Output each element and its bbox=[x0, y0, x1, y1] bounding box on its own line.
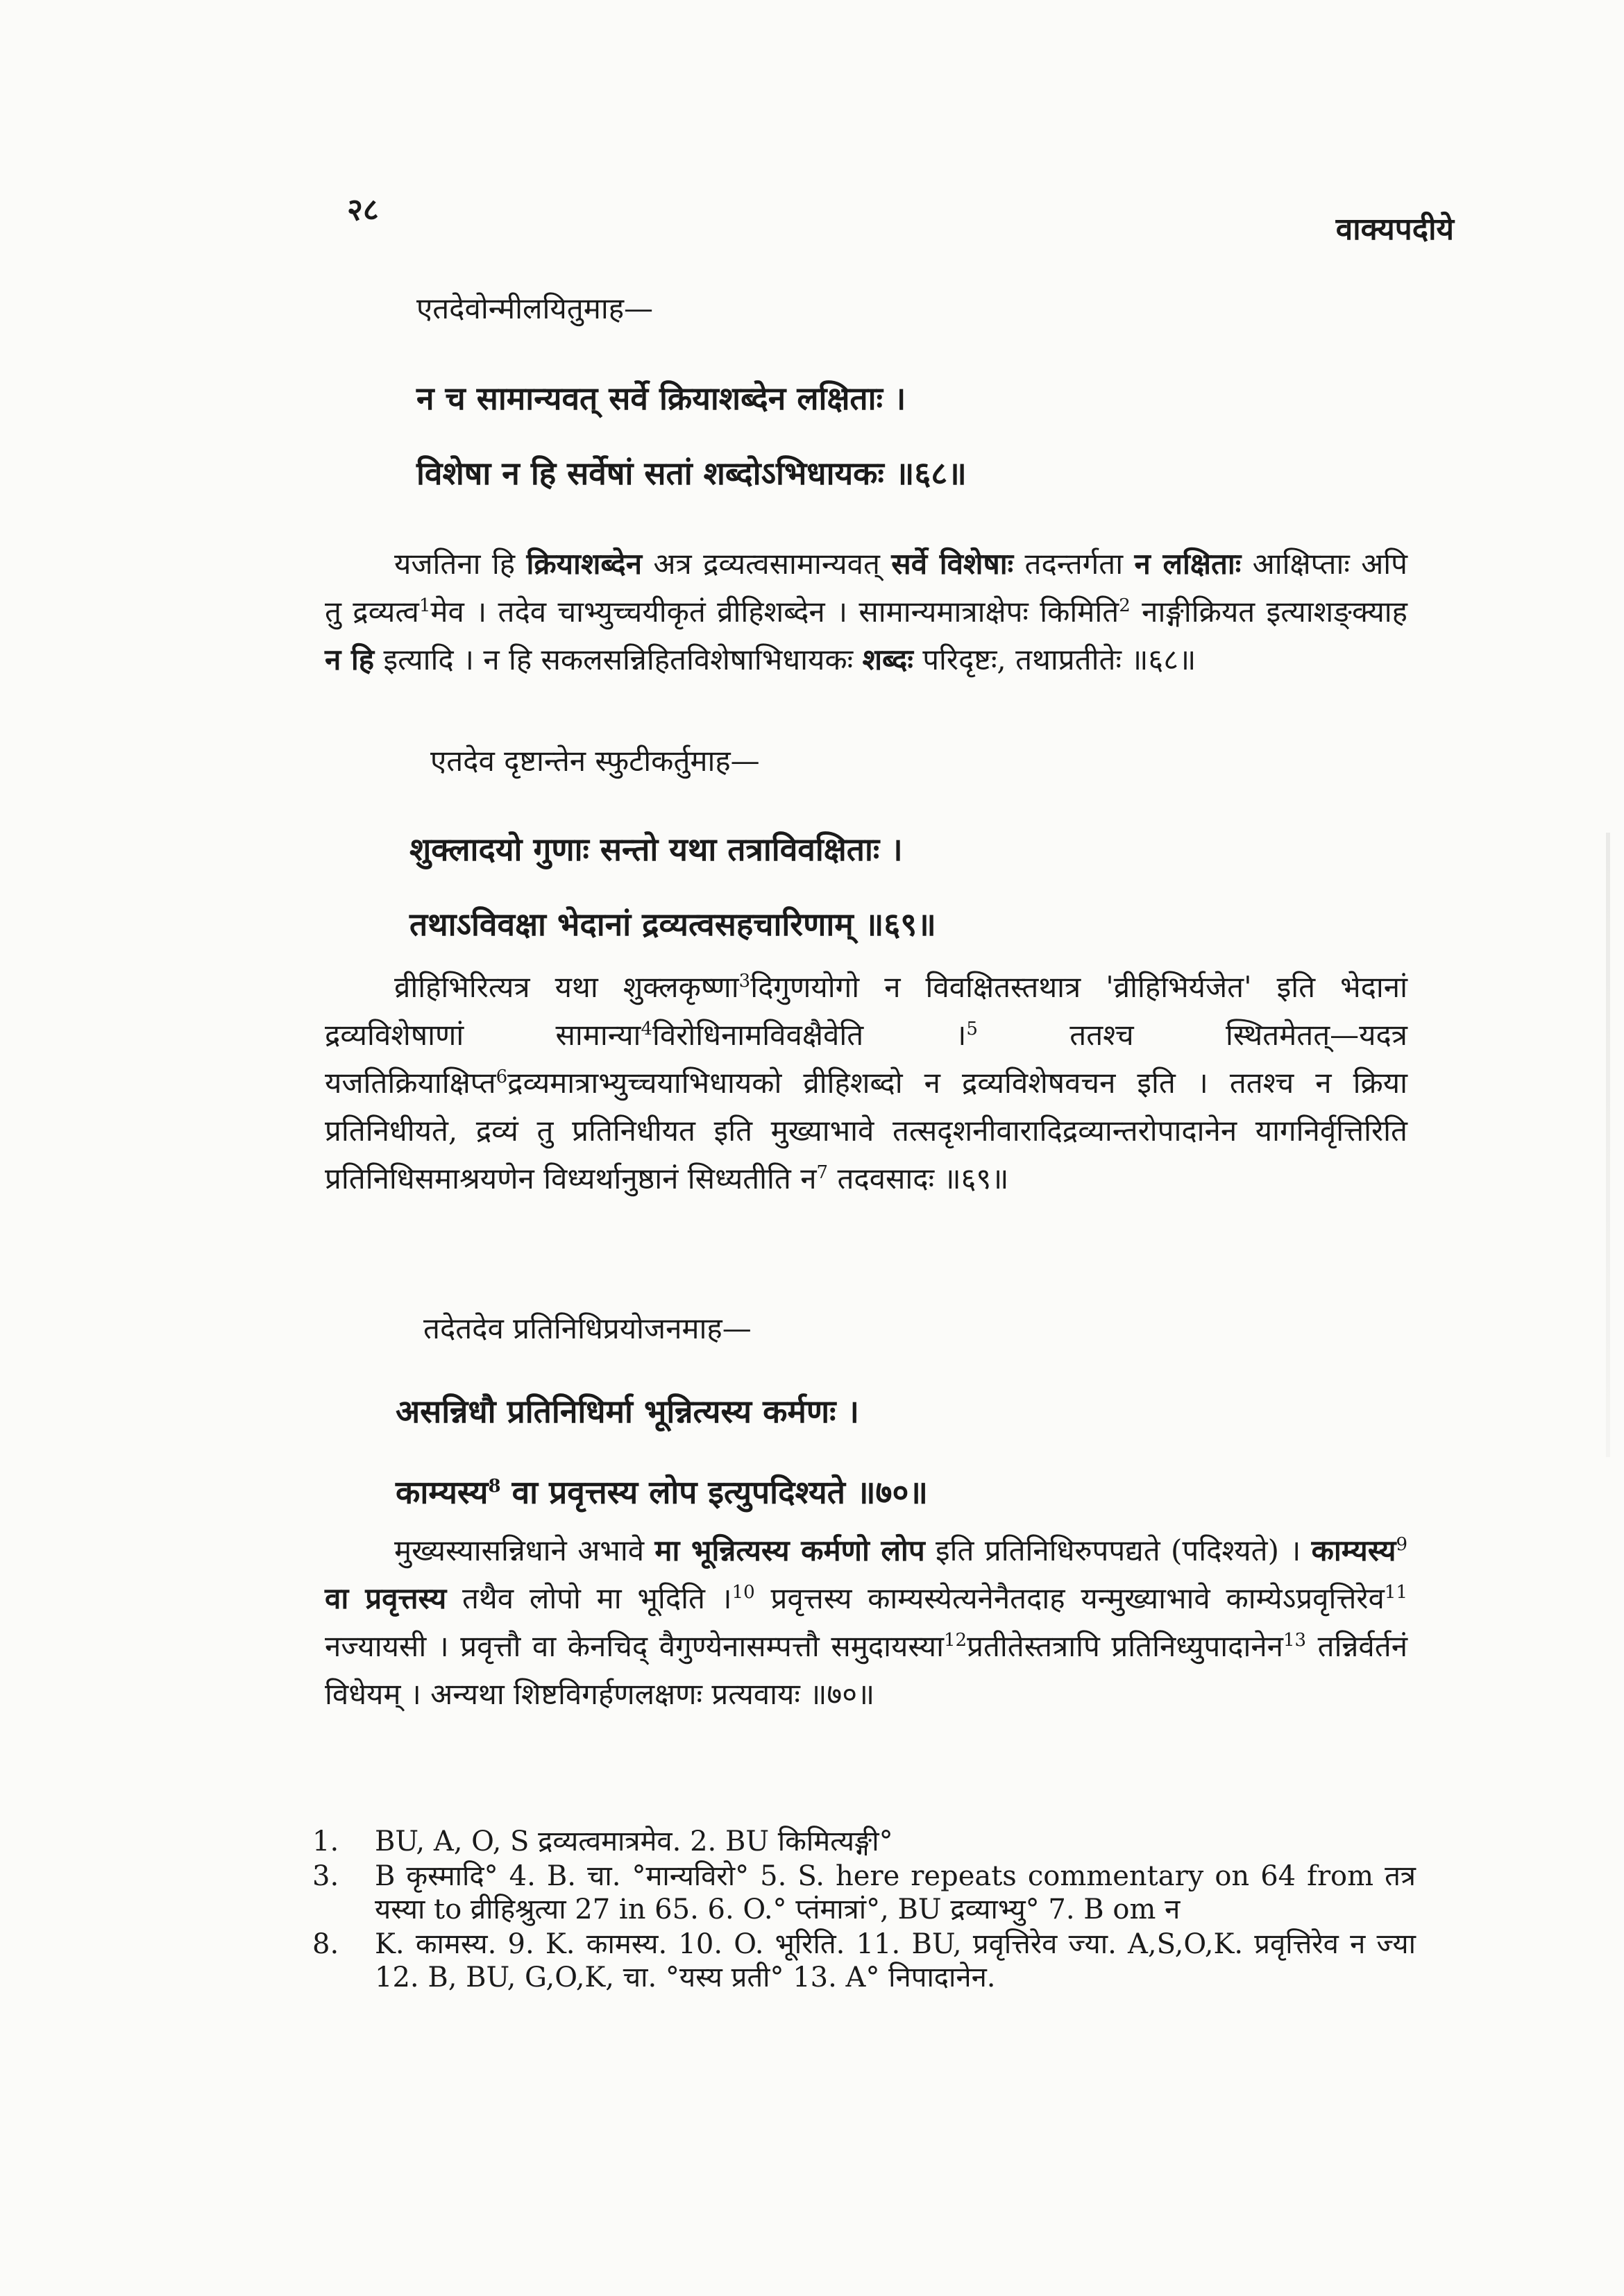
verse-68 bbox=[416, 361, 1499, 511]
verse-70-line-1: असन्निधौ प्रतिनिधिर्मा भून्नित्यस्य कर्मणः । bbox=[396, 1393, 859, 1430]
footnote-ref-6: 6 bbox=[496, 1066, 508, 1087]
footnote-ref-12: 12 bbox=[943, 1630, 967, 1651]
commentary-70-bold-2: काम्यस्य bbox=[1311, 1533, 1396, 1567]
footnote-text: K. कामस्य. 9. K. कामस्य. 10. O. भूरिति. 11. BU, प्रवृत्तिरेव ज्या. A,S,O,K. प्रवृत्तिरेव न ज्या 12. B, BU, G,O,K, चा. °यस्य प्रती° 13. A° निपादानेन. bbox=[375, 1928, 1416, 1993]
commentary-68-bold-2: सर्वे विशेषाः bbox=[891, 547, 1014, 581]
verse-70 bbox=[396, 1374, 1478, 1529]
footnote-ref-9: 9 bbox=[1396, 1534, 1407, 1555]
commentary-70-bold-3: वा प्रवृत्तस्य bbox=[325, 1581, 447, 1615]
footnote-row bbox=[312, 1860, 1416, 1926]
footnote-ref-10: 10 bbox=[731, 1582, 755, 1603]
intro-line-2: एतदेव दृष्टान्तेन स्फुटीकर्तुमाह— bbox=[430, 744, 760, 778]
footnote-ref-3: 3 bbox=[738, 971, 751, 992]
verse-69-line-1: शुक्लादयो गुणाः सन्तो यथा तत्राविवक्षिताः । bbox=[409, 831, 903, 868]
footnote-number: 3. bbox=[312, 1860, 339, 1892]
footnote-ref-5: 5 bbox=[966, 1019, 978, 1039]
scan-edge-mark bbox=[1606, 833, 1610, 1457]
footnote-ref-8: 8 bbox=[488, 1476, 501, 1497]
footnote-row bbox=[312, 1928, 1416, 1994]
page-number: २८ bbox=[347, 192, 379, 228]
footnote-ref-1: 1 bbox=[418, 595, 431, 616]
commentary-69: व्रीहिभिरित्यत्र यथा शुक्लकृष्णा$^3$दिगुणयोगो न विवक्षितस्तथात्र 'व्रीहिभिर्यजेत' इति भेदानां द्रव्यविशेषाणां सामान्या$^4$विरोधिनामविवक्षैवेति ।$^5$ ततश्च स्थितमेतत्—यदत्र यजतिक्रियाक्षिप्त$^6$द्रव्यमात्राभ्युच्चयाभिधायको व्रीहिशब्दो न द्रव्यविशेषवचन इति । ततश्च न क्रिया प्रतिनिधीयते, द्रव्यं तु प्रतिनिधीयत इति मुख्याभावे तत्सदृशनीवारादिद्रव्यान्तरोपादानेन यागनिर्वृत्तिरिति प्रतिनिधिसमाश्रयणेन विध्यर्थानुष्ठानं सिध्यतीति न$^7$ तदवसादः ॥६९॥ bbox=[325, 970, 1407, 1196]
commentary-70: मुख्यस्यासन्निधाने अभावे मा भून्नित्यस्य कर्मणो लोप इति प्रतिनिधिरुपपद्यते (पदिश्यते) । काम्यस्य$^9$ वा प्रवृत्तस्य तथैव लोपो मा भूदिति ।$^{10}$ प्रवृत्तस्य काम्यस्येत्यनेनैतदाह यन्मुख्याभावे काम्येऽप्रवृत्तिरेव$^{11}$ नज्यायसी । प्रवृत्तौ वा केनचिद् वैगुण्येनासम्पत्तौ समुदायस्या$^{12}$प्रतीतेस्तत्रापि प्रतिनिध्युपादानेन$^{13}$ तन्निर्वर्तनं विधेयम् । अन्यथा शिष्टविगर्हणलक्षणः प्रत्यवायः ॥७०॥ bbox=[325, 1533, 1408, 1711]
commentary-68-bold-5: शब्दः bbox=[862, 643, 913, 677]
footnote-number: 1. bbox=[312, 1826, 339, 1857]
footnotes bbox=[312, 1825, 1416, 1996]
footnote-text: BU, A, O, S द्रव्यत्वमात्रमेव. 2. BU किमित्यङ्गी° bbox=[375, 1826, 893, 1857]
verse-69-line-2: तथाऽविवक्षा भेदानां द्रव्यत्वसहचारिणाम् ॥६९॥ bbox=[409, 905, 936, 943]
verse-69 bbox=[409, 812, 1492, 962]
running-head: वाक्यपदीये bbox=[1335, 212, 1454, 247]
footnote-row bbox=[312, 1825, 1416, 1858]
footnote-ref-2: 2 bbox=[1119, 595, 1131, 616]
footnote-ref-7: 7 bbox=[816, 1162, 829, 1183]
verse-70-line-2: काम्यस्य$^8$ वा प्रवृत्तस्य लोप इत्युपदिश्यते ॥७०॥ bbox=[396, 1473, 928, 1511]
commentary-70-bold-1: मा भून्नित्यस्य कर्मणो लोप bbox=[654, 1533, 925, 1567]
footnote-number: 8. bbox=[312, 1928, 339, 1960]
commentary-68: यजतिना हि क्रियाशब्देन अत्र द्रव्यत्वसामान्यवत् सर्वे विशेषाः तदन्तर्गता न लक्षिताः आक्षिप्ताः अपि तु द्रव्यत्व$^1$मेव । तदेव चाभ्युच्चयीकृतं व्रीहिशब्देन । सामान्यमात्राक्षेपः किमिति$^2$ नाङ्गीक्रियत इत्याशङ्क्याह न हि इत्यादि । न हि सकलसन्निहितविशेषाभिधायकः शब्दः परिदृष्टः, तथाप्रतीतेः ॥६८॥ bbox=[325, 547, 1408, 677]
commentary-68-bold-3: न लक्षिताः bbox=[1134, 547, 1242, 581]
footnote-ref-4: 4 bbox=[641, 1019, 652, 1039]
verse-68-line-1: न च सामान्यवत् सर्वे क्रियाशब्देन लक्षिताः । bbox=[416, 380, 906, 417]
footnote-ref-11: 11 bbox=[1384, 1582, 1408, 1603]
verse-68-line-2: विशेषा न हि सर्वेषां सतां शब्दोऽभिधायकः ॥६८॥ bbox=[416, 454, 967, 492]
commentary-68-bold-1: क्रियाशब्देन bbox=[526, 547, 643, 581]
commentary-68-bold-4: न हि bbox=[325, 643, 375, 677]
intro-line-3: तदेतदेव प्रतिनिधिप्रयोजनमाह— bbox=[423, 1311, 752, 1345]
intro-line-1: एतदेवोन्मीलयितुमाह— bbox=[416, 291, 653, 325]
footnote-ref-13: 13 bbox=[1283, 1630, 1307, 1651]
footnote-text: B कृस्मादि° 4. B. चा. °मान्यविरो° 5. S. here repeats commentary on 64 from तत्र यस्या to व्रीहिश्रुत्या 27 in 65. 6. O.° प्तंमात्रां°, BU द्रव्याभ्यु° 7. B om न bbox=[375, 1860, 1416, 1925]
